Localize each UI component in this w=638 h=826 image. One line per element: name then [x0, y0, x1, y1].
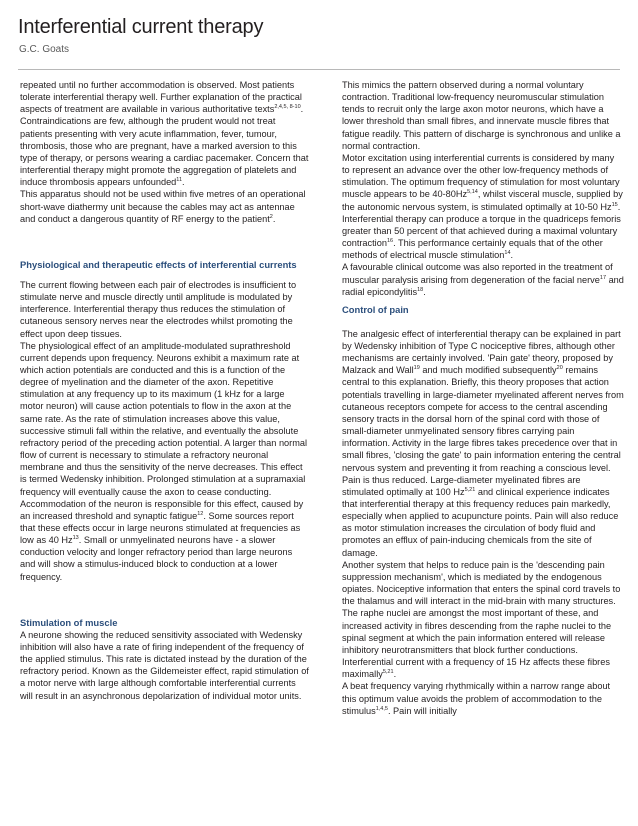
paragraph: This apparatus should not be used within five metres of an operational short-wave diathermy unit because the cables may act as antennae and conduct a dangerous quantity of RF energy to the patient$^2$. [20, 189, 306, 224]
left-column [20, 79, 309, 702]
paragraph: Motor excitation using interferential currents is considered by many to represent an advance over the other low-frequency methods of stimulation. The optimum frequency of stimulation for most voluntary muscle appears to be 40-80Hz$^{5,14}$, whilst visceral muscle, supplied by the autonomic nervous system, is stimulated optimally at 10-50 Hz$^{15}$. Interferential therapy can produce a torque in the quadriceps femoris greater than 50 percent of that achieved during a maximal voluntary contraction$^{16}$. This performance certainly equals that of the other methods of electrical muscle stimulation$^{14}$. [342, 152, 623, 261]
section-heading: Physiological and therapeutic effects of interferential currents [20, 258, 297, 270]
paragraph: Contraindications are few, although the prudent would not treat patients presenting with very acute inflammation, fever, tumour, thrombosis, those who are pregnant, have a marked aversion to this type of therapy, or persons wearing a cardiac pacemaker. Concern that interferential therapy might promote the aggregation of platelets and induce thrombosis appears unfounded$^{11}$. [20, 116, 309, 188]
article-title: Interferential current therapy [18, 16, 264, 38]
paragraph: repeated until no further accommodation is observed. Most patients tolerate interferential therapy well. Further explanation of the practical aspects of treatment are available in various authoritative texts$^{2,4,5, 8-10}$. [20, 80, 304, 115]
paragraph: A beat frequency varying rhythmically within a narrow range about this optimum value avoids the problem of accommodation to the stimulus$^{1,4,5}$. Pain will initially [342, 681, 611, 716]
header-divider [18, 69, 620, 70]
paragraph: This mimics the pattern observed during a normal voluntary contraction. Traditional low-frequency neuromuscular stimulation tends to recruit only the large axon motor neurons, which have a lower threshold than small fibres, and innervate muscle fibres that fatigue readily. This pattern of discharge is synchronous and unlike a normal contraction. [342, 80, 621, 151]
paragraph: The physiological effect of an amplitude-modulated suprathreshold current depends upon frequency. Neurons exhibit a maximum rate at which action potentials are conducted and this is a function of the degree of myelination and the diameter of the axon. Repetitive stimulation at any frequency up to its maximum (1 kHz for a large motor neuron) will cause action potentials to flow in the axon at the same rate. As the rate of stimulation increases above this value, successive stimuli fall within the relative, and eventually the absolute refractory period of the preceding action potential. A larger than normal flow of current is necessary to stimulate a refractory neuronal membrane and thus the sensitivity of the nerve decreases. This effect is termed Wedensky inhibition. Prolonged stimulation at a supramaxial frequency will eventually cause the axon to cease conducting. [20, 340, 308, 497]
paragraph: A neurone showing the reduced sensitivity associated with Wedensky inhibition will also have a rate of firing independent of the frequency of the applied stimulus. This rate is dictated instead by the duration of the refractory period. Known as the Gildemeister effect, rapid stimulation of a motor nerve with large although comfortable interferential currents will result in an asynchronous depolarization of individual motor units. [20, 629, 309, 701]
paragraph: Accommodation of the neuron is responsible for this effect, caused by an increased threshold and synaptic fatigue$^{12}$. Some sources report that these effects occur in large neurons stimulated at frequencies as low as 40 Hz$^{13}$. Small or unmyelinated neurons have - a slower conduction velocity and longer refractory period than large neurons and will show a stimulus-induced block to conduction at a lower frequency. [20, 498, 304, 582]
paragraph: The analgesic effect of interferential therapy can be explained in part by Wedensky inhibition of Type C nociceptive fibres, although other mechanisms are certainly involved. 'Pain gate' theory, proposed by Malzack and Wall$^{19}$ and much modified subsequently$^{20}$ remains central to this explanation. Briefly, this theory proposes that action potentials travelling in large-diameter myelinated afferent nerves from cutaneous receptors compete for access to the central ascending sensory tracts in the dorsal horn of the spinal cord with those of small-diameter unmyelinated sensory fibres carrying pain information. Activity in the large fibres takes precedence over that in small fibres, 'closing the gate' to pain information entering the central nervous system and preventing it from reaching a conscious level. Pain is thus reduced. Large-diameter myelinated fibres are stimulated optimally at 100 Hz$^{5,21}$ and clinical experience indicates that interferential therapy at this frequency reduces pain markedly, especially when applied to acupuncture points. Pain will also reduce as motor stimulation increases the circulation of body fluid and promotes an efflux of pain-inducing chemicals from the site of damage. [342, 328, 624, 558]
paragraph: A favourable clinical outcome was also reported in the treatment of muscular paralysis arising from degeneration of the facial nerve$^{17}$ and radial epicondylitis$^{18}$. [342, 262, 624, 297]
section-heading: Stimulation of muscle [20, 616, 118, 628]
paragraph: The current flowing between each pair of electrodes is insufficient to stimulate nerve and muscle directly until amplitude is modulated by interference. Interferential therapy thus reduces the stimulation of cutaneous sensory nerves near the electrodes whilst promoting the effect upon deep tissues. [20, 279, 297, 339]
section-heading: Control of pain [342, 303, 409, 315]
paragraph: Another system that helps to reduce pain is the 'descending pain suppression mechanism', which is mediated by the endogenous opiates. Nociceptive information that enters the spinal cord travels to the thalamus and will interact in the mid-brain with many structures. The raphe nuclei are amongst the most important of these, and increased activity in fibres descending from the raphe nuclei to the spinal segment at which the pain information entered will release inhibitory neurotransmitters that block further conductions. Interferential current with a frequency of 15 Hz affects these fibres maximally$^{5,21}$. [342, 559, 621, 680]
author-name: G.C. Goats [19, 44, 70, 55]
right-column [342, 79, 624, 717]
